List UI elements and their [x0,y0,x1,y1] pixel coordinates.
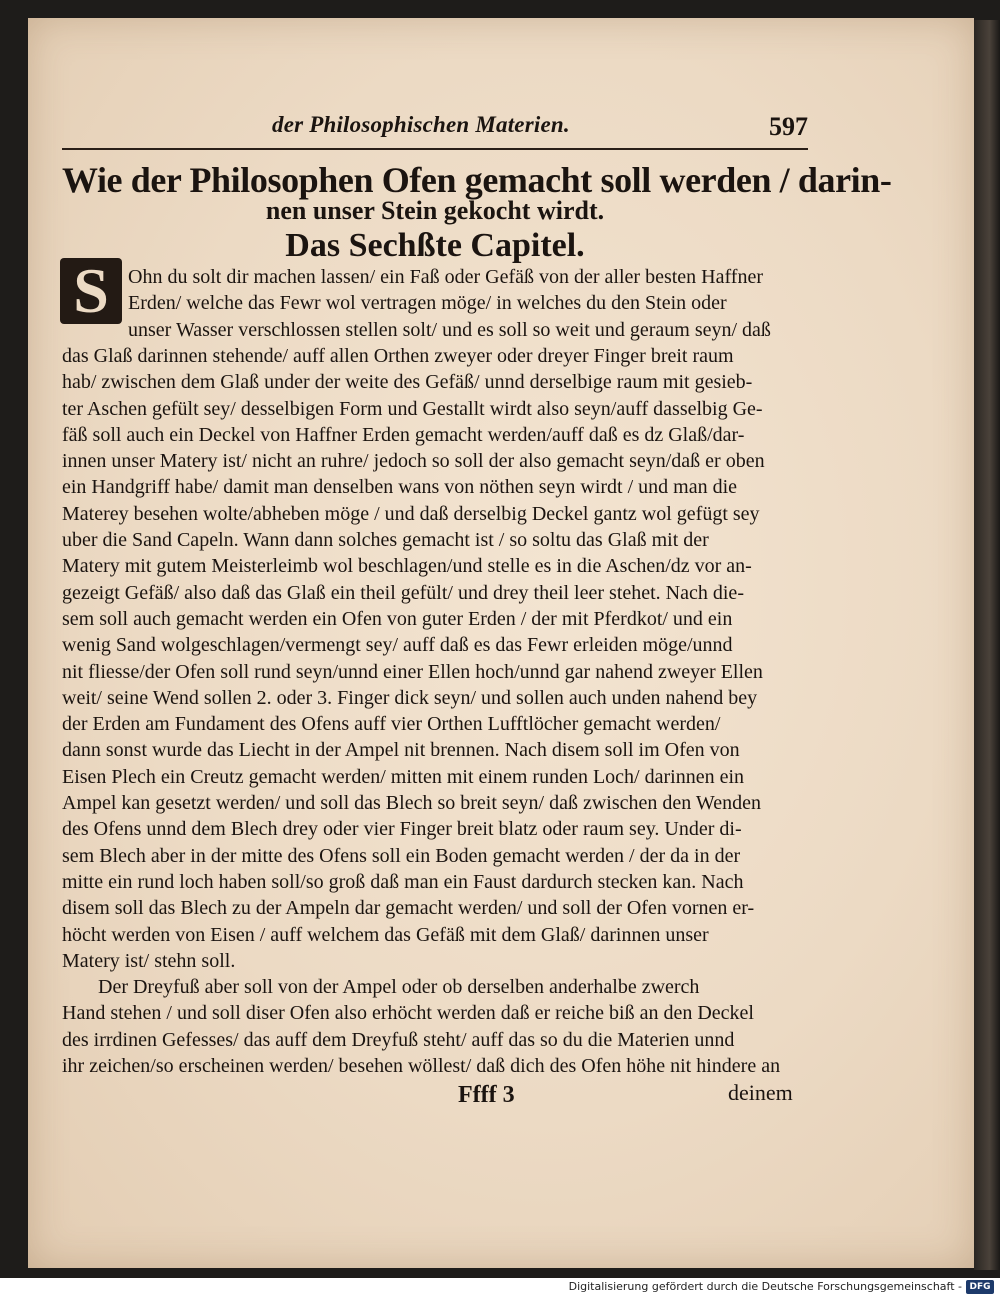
text-line: Eisen Plech ein Creutz gemacht werden/ mitten mit einem runden Loch/ darinnen ein [62,765,745,788]
text-line: Matery ist/ stehn soll. [62,949,236,972]
text-line: Der Dreyfuß aber soll von der Ampel oder ob derselben anderhalbe zwerch [98,976,700,999]
page-number: 597 [769,112,808,141]
text-line: sem Blech aber in der mitte des Ofens soll ein Boden gemacht werden / der da in der [62,844,741,867]
text-line: ter Aschen gefült sey/ desselbigen Form und Gestallt wirdt also seyn/auff dasselbig Ge- [62,397,763,420]
text-line: Ampel kan gesetzt werden/ und soll das Blech so breit seyn/ daß zwischen den Wenden [62,792,761,814]
text-line: das Glaß darinnen stehende/ auff allen Orthen zweyer oder dreyer Finger breit raum [62,344,734,367]
chapter-title-line-2: nen unser Stein gekocht wirdt. [265,196,605,225]
text-line: der Erden am Fundament des Ofens auff vier Orthen Lufftlöcher gemacht werden/ [62,713,721,736]
text-line: fäß soll auch ein Deckel von Haffner Erden gemacht werden/auff daß es dz Glaß/dar- [62,423,745,446]
text-line: ihr zeichen/so erscheinen werden/ besehen wöllest/ daß dich des Ofen höhe nit hindere an [62,1055,781,1077]
chapter-number: Das Sechßte Capitel. [285,227,585,264]
text-line: hab/ zwischen dem Glaß under der weite des Gefäß/ unnd derselbige raum mit gesieb- [62,371,753,394]
text-line: des Ofens unnd dem Blech drey oder vier Finger breit blatz oder raum sey. Under di- [62,818,742,841]
text-line: innen unser Matery ist/ nicht an ruhre/ jedoch so soll der also gemacht seyn/daß er oben [62,450,765,473]
text-line: Matery mit gutem Meisterleimb wol beschlagen/und stelle es in die Aschen/dz vor an- [62,555,752,578]
text-line: Ohn du solt dir machen lassen/ ein Faß oder Gefäß von der aller besten Haffner [128,266,763,288]
page-text-area [62,112,892,1112]
digitization-credit: Digitalisierung gefördert durch die Deutsche Forschungsgemeinschaft - [568,1280,962,1293]
text-line: mitte ein rund loch haben soll/so groß daß man ein Faust dardurch stecken kan. Nach [62,870,744,893]
text-line: gezeigt Gefäß/ also daß das Glaß ein theil gefült/ und drey theil leer stehet. Nach die- [62,581,744,604]
signature-mark: Ffff 3 [458,1082,515,1108]
catchword: deinem [728,1080,793,1105]
text-line: disem soll das Blech zu der Ampeln dar gemacht werden/ und soll der Ofen vornen er- [62,897,755,920]
text-line: uber die Sand Capeln. Wann dann solches gemacht ist / so soltu das Glaß mit der [62,529,709,551]
chapter-title-line-1: Wie der Philosophen Ofen gemacht soll werden / darin- [62,160,892,200]
book-page-edge [974,20,1000,1270]
text-line: Erden/ welche das Fewr wol vertragen möge/ in welches du den Stein oder [128,292,727,315]
text-line: weit/ seine Wend sollen 2. oder 3. Finger dick seyn/ und sollen auch unden nahend bey [62,686,758,709]
text-line: höcht werden von Eisen / auff welchem das Gefäß mit dem Glaß/ darinnen unser [62,923,709,946]
running-head: der Philosophischen Materien. [272,112,570,137]
dfg-logo-icon: DFG [966,1280,994,1294]
text-line: nit fliesse/der Ofen soll rund seyn/unnd einer Ellen hoch/unnd gar nahend zweyer Ellen [62,660,763,683]
text-line: sem soll auch gemacht werden ein Ofen von guter Erden / der mit Pferdkot/ und ein [62,607,733,630]
text-line: des irrdinen Gefesses/ das auff dem Dreyfuß steht/ auff das so du die Materien unnd [62,1028,735,1051]
text-line: dann sonst wurde das Liecht in der Ampel nit brennen. Nach disem soll im Ofen von [62,739,740,762]
text-line: ein Handgriff habe/ damit man denselben wans von nöthen seyn wirdt / und man die [62,476,738,499]
text-line: Hand stehen / und soll diser Ofen also erhöcht werden daß er reiche biß an den Deckel [62,1002,754,1025]
text-line: Materey besehen wolte/abheben möge / und daß derselbig Deckel gantz wol gefügt sey [62,502,760,525]
text-line: unser Wasser verschlossen stellen solt/ und es soll so weit und geraum seyn/ daß [128,318,771,341]
drop-cap-initial: S [60,258,122,324]
text-line: wenig Sand wolgeschlagen/vermengt sey/ auff daß es das Fewr erleiden möge/unnd [62,634,733,657]
header-rule [62,148,808,150]
digitization-credit-bar [0,1278,1000,1296]
